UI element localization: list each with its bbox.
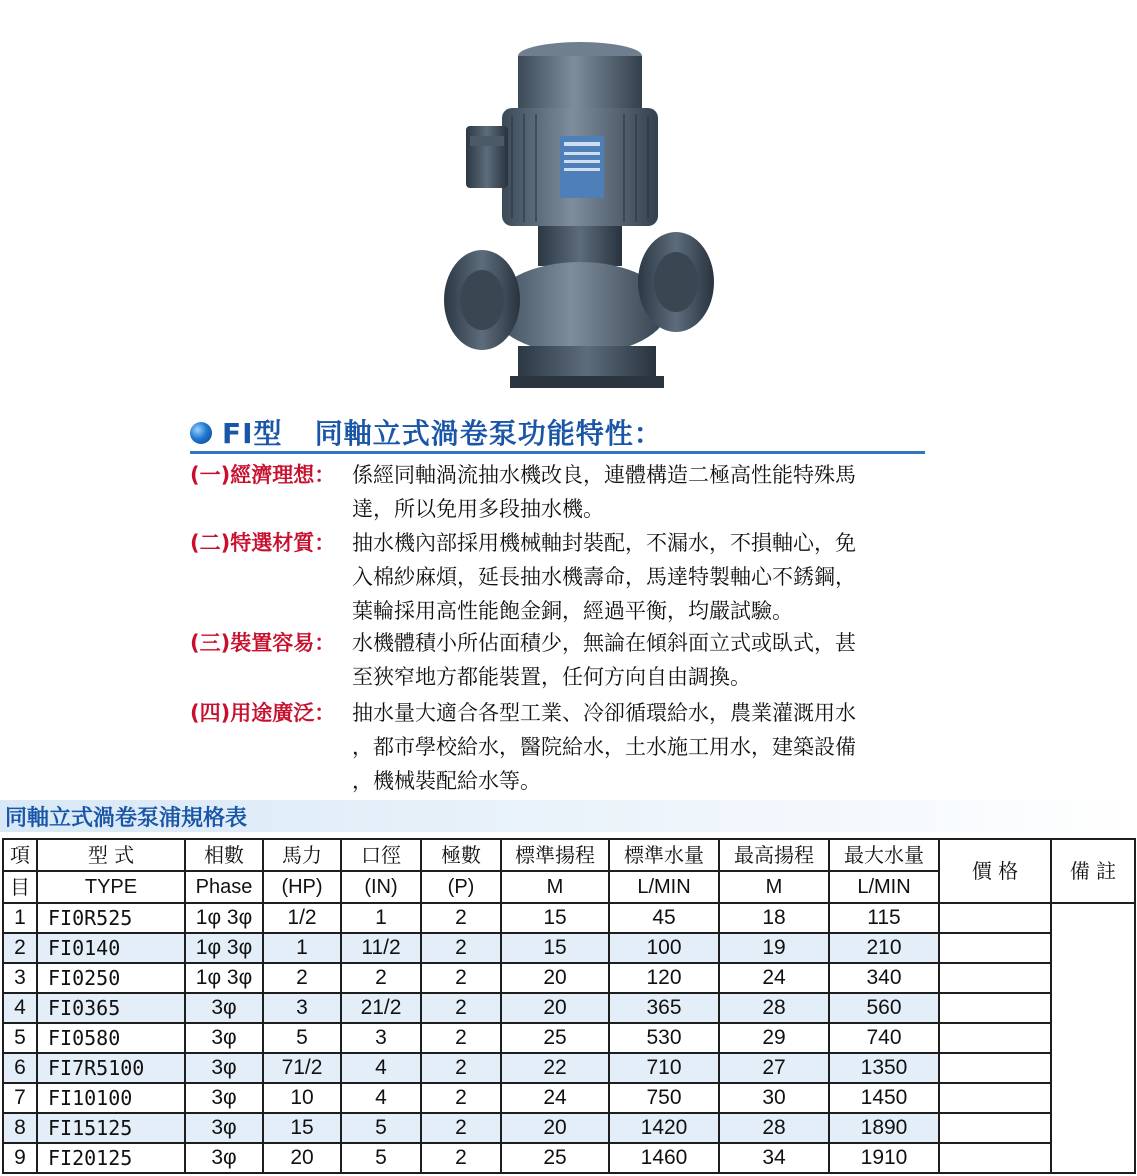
cell-type: FI15125 — [37, 1113, 185, 1143]
header-no-sub: 目 — [3, 871, 37, 903]
cell-type: FI10100 — [37, 1083, 185, 1113]
cell-inch: 3 — [341, 1023, 421, 1053]
cell-pole: 2 — [421, 1053, 501, 1083]
cell-pole: 2 — [421, 1113, 501, 1143]
feature-line: 至狹窄地方都能裝置，任何方向自由調換。 — [352, 665, 751, 689]
cell-head: 15 — [501, 903, 609, 933]
cell-pole: 2 — [421, 1023, 501, 1053]
header-inch: 口徑 — [341, 839, 421, 871]
cell-phase: 3φ — [185, 1143, 263, 1173]
spec-title: 同軸立式渦卷泵浦規格表 — [5, 806, 248, 831]
cell-hp: 1/2 — [263, 903, 341, 933]
cell-no: 6 — [3, 1053, 37, 1083]
cell-pole: 2 — [421, 993, 501, 1023]
cell-price — [939, 903, 1051, 933]
cell-no: 4 — [3, 993, 37, 1023]
cell-no: 3 — [3, 963, 37, 993]
cell-hp: 1 — [263, 933, 341, 963]
cell-phase: 1φ 3φ — [185, 903, 263, 933]
cell-type: FI0250 — [37, 963, 185, 993]
cell-type: FI0580 — [37, 1023, 185, 1053]
cell-phase: 1φ 3φ — [185, 963, 263, 993]
cell-max-head: 19 — [719, 933, 829, 963]
table-row — [3, 993, 1135, 1023]
feature-line: ，都市學校給水，醫院給水，土水施工用水，建築設備 — [352, 735, 856, 759]
spec-table — [2, 838, 1136, 1174]
feature-item — [190, 696, 930, 798]
cell-max-head: 27 — [719, 1053, 829, 1083]
feature-line: 達，所以免用多段抽水機。 — [352, 497, 604, 521]
cell-head: 25 — [501, 1143, 609, 1173]
header-phase: 相數 — [185, 839, 263, 871]
cell-flow: 100 — [609, 933, 719, 963]
feature-line: 抽水機內部採用機械軸封裝配，不漏水，不損軸心，免 — [352, 531, 856, 555]
cell-head: 24 — [501, 1083, 609, 1113]
cell-flow: 1460 — [609, 1143, 719, 1173]
cell-max-flow: 1890 — [829, 1113, 939, 1143]
cell-phase: 3φ — [185, 1083, 263, 1113]
header-hp: 馬力 — [263, 839, 341, 871]
cell-inch: 5 — [341, 1113, 421, 1143]
feature-label: (三)裝置容易： — [190, 631, 336, 655]
table-row — [3, 1023, 1135, 1053]
header-pole: 極數 — [421, 839, 501, 871]
cell-max-flow: 340 — [829, 963, 939, 993]
header-max-flow-sub: L/MIN — [829, 871, 939, 903]
cell-head: 20 — [501, 1113, 609, 1143]
cell-max-flow: 1910 — [829, 1143, 939, 1173]
header-max-head: 最高揚程 — [719, 839, 829, 871]
pump-illustration — [440, 36, 720, 392]
cell-max-flow: 560 — [829, 993, 939, 1023]
cell-inch: 11/2 — [341, 933, 421, 963]
cell-no: 2 — [3, 933, 37, 963]
feature-label: (二)特選材質： — [190, 531, 336, 555]
cell-flow: 1420 — [609, 1113, 719, 1143]
cell-phase: 3φ — [185, 1023, 263, 1053]
cell-max-flow: 115 — [829, 903, 939, 933]
table-row — [3, 1053, 1135, 1083]
feature-item — [190, 526, 930, 628]
cell-flow: 365 — [609, 993, 719, 1023]
cell-head: 22 — [501, 1053, 609, 1083]
table-row — [3, 933, 1135, 963]
header-phase-sub: Phase — [185, 871, 263, 903]
header-max-head-sub: M — [719, 871, 829, 903]
cell-inch: 5 — [341, 1143, 421, 1173]
header-price: 價 格 — [939, 839, 1051, 903]
cell-max-flow: 740 — [829, 1023, 939, 1053]
feature-line: 抽水量大適合各型工業、冷卻循環給水，農業灌溉用水 — [352, 701, 856, 725]
cell-inch: 1 — [341, 903, 421, 933]
cell-hp: 20 — [263, 1143, 341, 1173]
cell-phase: 3φ — [185, 1053, 263, 1083]
cell-no: 7 — [3, 1083, 37, 1113]
cell-hp: 10 — [263, 1083, 341, 1113]
cell-max-head: 28 — [719, 993, 829, 1023]
cell-hp: 3 — [263, 993, 341, 1023]
table-row — [3, 903, 1135, 933]
cell-price — [939, 1143, 1051, 1173]
cell-flow: 750 — [609, 1083, 719, 1113]
cell-inch: 4 — [341, 1053, 421, 1083]
cell-pole: 2 — [421, 933, 501, 963]
cell-no: 5 — [3, 1023, 37, 1053]
features-heading — [190, 410, 925, 454]
feature-item — [190, 626, 930, 694]
cell-price — [939, 1113, 1051, 1143]
cell-max-head: 30 — [719, 1083, 829, 1113]
header-type-sub: TYPE — [37, 871, 185, 903]
cell-hp: 71/2 — [263, 1053, 341, 1083]
cell-hp: 5 — [263, 1023, 341, 1053]
cell-type: FI0140 — [37, 933, 185, 963]
cell-phase: 1φ 3φ — [185, 933, 263, 963]
header-flow: 標準水量 — [609, 839, 719, 871]
cell-flow: 530 — [609, 1023, 719, 1053]
cell-type: FI0R525 — [37, 903, 185, 933]
header-head: 標準揚程 — [501, 839, 609, 871]
header-type: 型 式 — [37, 839, 185, 871]
cell-pole: 2 — [421, 1083, 501, 1113]
header-head-sub: M — [501, 871, 609, 903]
header-pole-sub: (P) — [421, 871, 501, 903]
cell-max-head: 34 — [719, 1143, 829, 1173]
bullet-icon — [190, 422, 212, 444]
feature-label: (一)經濟理想： — [190, 463, 336, 487]
cell-price — [939, 1053, 1051, 1083]
header-remark: 備 註 — [1051, 839, 1135, 903]
cell-head: 15 — [501, 933, 609, 963]
cell-pole: 2 — [421, 963, 501, 993]
cell-pole: 2 — [421, 1143, 501, 1173]
cell-head: 20 — [501, 963, 609, 993]
cell-max-head: 18 — [719, 903, 829, 933]
cell-flow: 710 — [609, 1053, 719, 1083]
cell-inch: 21/2 — [341, 993, 421, 1023]
header-hp-sub: (HP) — [263, 871, 341, 903]
feature-line: ，機械裝配給水等。 — [352, 769, 541, 793]
cell-max-head: 28 — [719, 1113, 829, 1143]
cell-price — [939, 933, 1051, 963]
cell-no: 1 — [3, 903, 37, 933]
header-flow-sub: L/MIN — [609, 871, 719, 903]
feature-line: 水機體積小所佔面積少，無論在傾斜面立式或臥式，甚 — [352, 631, 856, 655]
table-row — [3, 963, 1135, 993]
cell-inch: 4 — [341, 1083, 421, 1113]
table-row — [3, 1113, 1135, 1143]
cell-head: 20 — [501, 993, 609, 1023]
features-title: FI型 同軸立式渦卷泵功能特性： — [222, 417, 663, 450]
feature-line: 葉輪採用高性能飽金銅，經過平衡，均嚴試驗。 — [352, 599, 793, 623]
cell-type: FI7R5100 — [37, 1053, 185, 1083]
header-inch-sub: (IN) — [341, 871, 421, 903]
cell-flow: 120 — [609, 963, 719, 993]
table-row — [3, 1143, 1135, 1173]
cell-max-flow: 1350 — [829, 1053, 939, 1083]
cell-max-head: 29 — [719, 1023, 829, 1053]
cell-hp: 2 — [263, 963, 341, 993]
feature-line: 入棉紗麻煩，延長抽水機壽命，馬達特製軸心不銹鋼， — [352, 565, 856, 589]
cell-max-head: 24 — [719, 963, 829, 993]
spec-title-bar — [0, 800, 1137, 832]
cell-head: 25 — [501, 1023, 609, 1053]
cell-pole: 2 — [421, 903, 501, 933]
cell-phase: 3φ — [185, 993, 263, 1023]
cell-type: FI0365 — [37, 993, 185, 1023]
cell-hp: 15 — [263, 1113, 341, 1143]
cell-max-flow: 1450 — [829, 1083, 939, 1113]
feature-line: 係經同軸渦流抽水機改良，連體構造二極高性能特殊馬 — [352, 463, 856, 487]
feature-label: (四)用途廣泛： — [190, 701, 336, 725]
cell-no: 9 — [3, 1143, 37, 1173]
header-no: 項 — [3, 839, 37, 871]
cell-type: FI20125 — [37, 1143, 185, 1173]
cell-inch: 2 — [341, 963, 421, 993]
cell-no: 8 — [3, 1113, 37, 1143]
cell-flow: 45 — [609, 903, 719, 933]
cell-price — [939, 1083, 1051, 1113]
cell-price — [939, 993, 1051, 1023]
cell-remark — [1051, 903, 1135, 1173]
cell-max-flow: 210 — [829, 933, 939, 963]
header-max-flow: 最大水量 — [829, 839, 939, 871]
table-row — [3, 1083, 1135, 1113]
cell-price — [939, 963, 1051, 993]
feature-item — [190, 458, 930, 526]
cell-price — [939, 1023, 1051, 1053]
cell-phase: 3φ — [185, 1113, 263, 1143]
heading-rule — [190, 451, 925, 454]
